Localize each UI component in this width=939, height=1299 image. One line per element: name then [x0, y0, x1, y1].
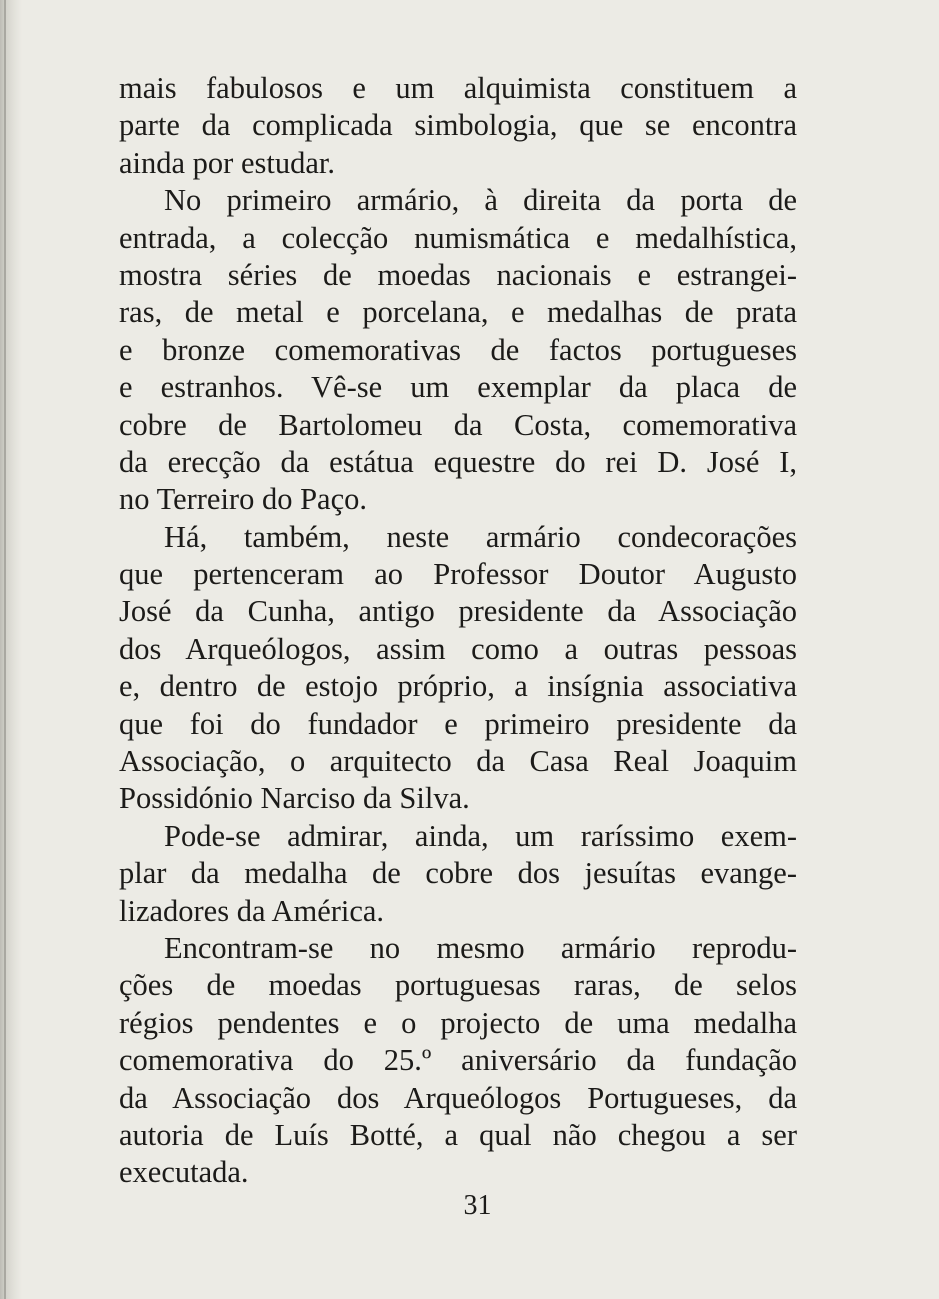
- text-line: comemorativa do 25.º aniversário da fundação: [119, 1043, 797, 1078]
- text-line: régios pendentes e o projecto de uma medalha: [119, 1005, 797, 1040]
- body-text: [119, 70, 797, 1192]
- text-line: Pode-se admirar, ainda, um raríssimo exem-: [164, 818, 797, 853]
- text-line: que pertenceram ao Professor Doutor Augusto: [119, 557, 797, 592]
- text-line: da Associação dos Arqueólogos Portugueses, da: [119, 1080, 797, 1115]
- text-line: Possidónio Narciso da Silva.: [119, 781, 470, 816]
- text-line: Encontram-se no mesmo armário reprodu-: [164, 930, 797, 965]
- text-line: mais fabulosos e um alquimista constituem a: [119, 71, 797, 105]
- text-line: executada.: [119, 1155, 249, 1190]
- text-line: autoria de Luís Botté, a qual não chegou a ser: [119, 1117, 797, 1152]
- text-line: Associação, o arquitecto da Casa Real Joaquim: [119, 744, 797, 779]
- text-line: dos Arqueólogos, assim como a outras pessoas: [119, 631, 797, 666]
- text-line: e estranhos. Vê-se um exemplar da placa de: [119, 370, 797, 405]
- text-line: no Terreiro do Paço.: [119, 482, 368, 517]
- text-line: mostra séries de moedas nacionais e estrangei-: [119, 257, 797, 292]
- text-line: ções de moedas portuguesas raras, de selos: [119, 968, 797, 1003]
- text-line: cobre de Bartolomeu da Costa, comemorativa: [119, 407, 797, 442]
- page-number: 31: [463, 1190, 492, 1221]
- page-binding-line: [4, 0, 6, 1299]
- text-line: José da Cunha, antigo presidente da Associação: [119, 594, 797, 629]
- text-line: lizadores da América.: [119, 893, 385, 928]
- text-line: parte da complicada simbologia, que se encontra: [119, 108, 797, 143]
- text-line: Há, também, neste armário condecorações: [164, 519, 797, 554]
- text-line: ainda por estudar.: [119, 145, 335, 180]
- text-line: da erecção da estátua equestre do rei D. José I,: [119, 444, 797, 479]
- text-line: e, dentro de estojo próprio, a insígnia associativa: [119, 669, 797, 704]
- text-line: ras, de metal e porcelana, e medalhas de prata: [119, 295, 797, 330]
- text-line: que foi do fundador e primeiro presidente da: [119, 706, 797, 741]
- text-line: entrada, a colecção numismática e medalhística,: [119, 220, 797, 255]
- text-line: e bronze comemorativas de factos portugueses: [119, 332, 797, 367]
- text-line: plar da medalha de cobre dos jesuítas evange-: [119, 856, 797, 891]
- text-line: No primeiro armário, à direita da porta de: [164, 183, 797, 218]
